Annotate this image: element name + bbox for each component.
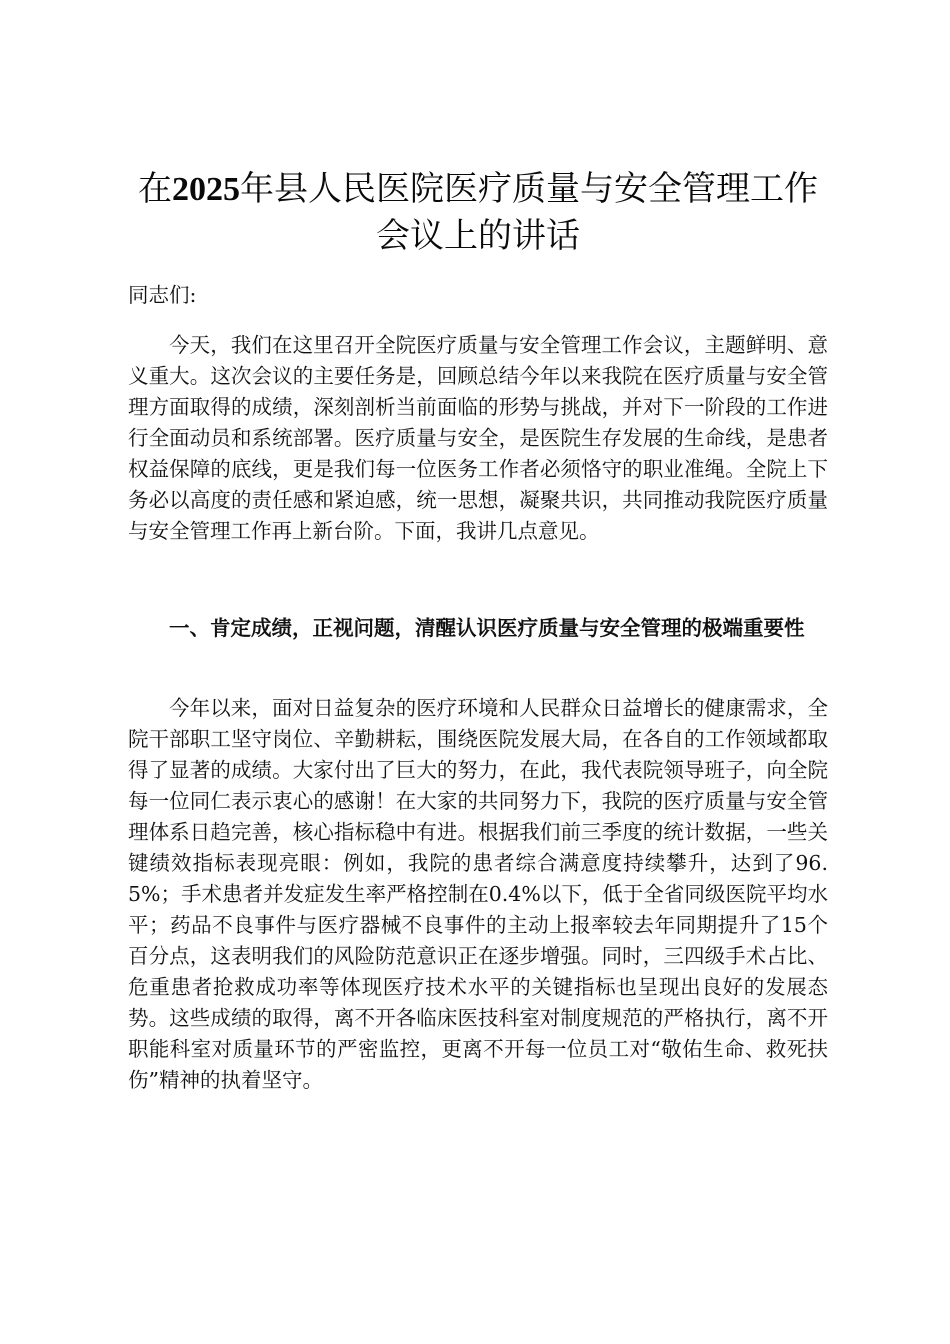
body-paragraph-intro: 今天，我们在这里召开全院医疗质量与安全管理工作会议，主题鲜明、意义重大。这次会议的主要任务是，回顾总结今年以来我院在医疗质量与安全管理方面取得的成绩，深刻剖析当前面临的形势与挑战，并对下一阶段的工作进行全面动员和系统部署。医疗质量与安全，是医院生存发展的生命线，是患者权益保障的底线，更是我们每一位医务工作者必须恪守的职业准绳。全院上下务必以高度的责任感和紧迫感，统一思想，凝聚共识，共同推动我院医疗质量与安全管理工作再上新台阶。下面，我讲几点意见。 bbox=[128, 333, 828, 543]
body-paragraph-achievements: 今年以来，面对日益复杂的医疗环境和人民群众日益增长的健康需求，全院干部职工坚守岗位、辛勤耕耘，围绕医院发展大局，在各自的工作领域都取得了显著的成绩。大家付出了巨大的努力，在此，我代表院领导班子，向全院每一位同仁表示衷心的感谢！在大家的共同努力下，我院的医疗质量与安全管理体系日趋完善，核心指标稳中有进。根据我们前三季度的统计数据，一些关键绩效指标表现亮眼：例如，我院的患者综合满意度持续攀升，达到了96.5%；手术患者并发症发生率严格控制在0.4%以下，低于全省同级医院平均水平；药品不良事件与医疗器械不良事件的主动上报率较去年同期提升了15个百分点，这表明我们的风险防范意识正在逐步增强。同时，三四级手术占比、危重患者抢救成功率等体现医疗技术水平的关键指标也呈现出良好的发展态势。这些成绩的取得，离不开各临床医技科室对制度规范的严格执行，离不开职能科室对质量环节的严密监控，更离不开每一位员工对“敬佑生命、救死扶伤”精神的执着坚守。 bbox=[128, 696, 828, 1092]
section-heading-1: 一、肯定成绩，正视问题，清醒认识医疗质量与安全管理的极端重要性 bbox=[169, 616, 805, 640]
document-title bbox=[128, 166, 828, 260]
salutation: 同志们: bbox=[128, 283, 197, 307]
title-prefix: 在 bbox=[138, 169, 172, 209]
title-rest: 年县人民医院医疗质量与安全管理工作会议上的讲话 bbox=[240, 169, 818, 256]
title-year: 2025 bbox=[172, 171, 240, 208]
